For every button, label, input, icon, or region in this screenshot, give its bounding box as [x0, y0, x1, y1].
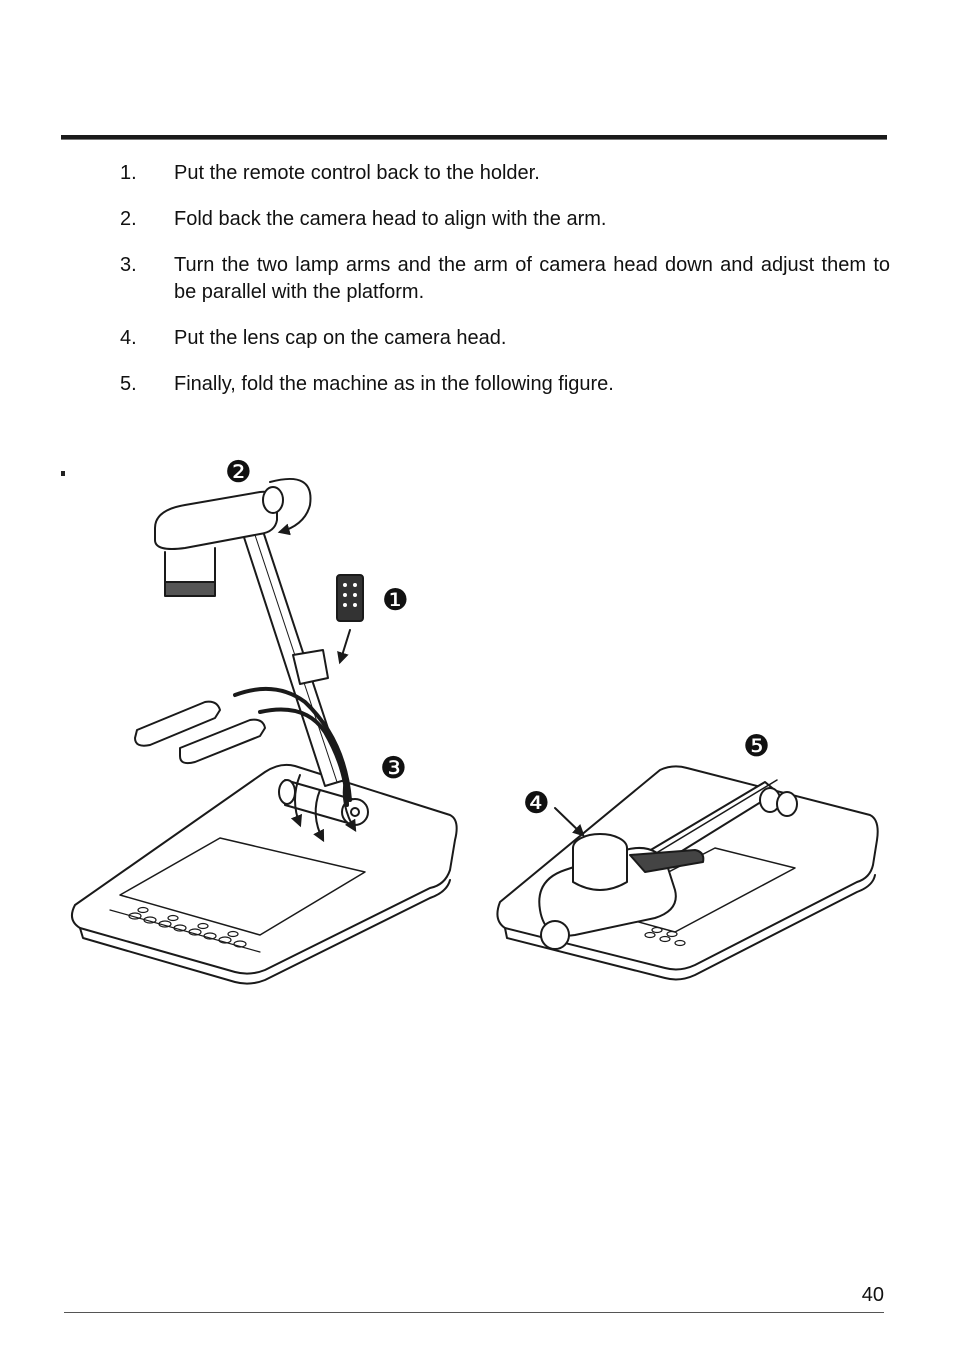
callout-3: ❸ — [380, 751, 407, 786]
step-number: 5. — [120, 373, 137, 395]
instruction-list — [120, 160, 890, 417]
step-text: Turn the two lamp arms and the arm of camera head down and adjust them to be parallel with the platform. — [174, 254, 890, 303]
list-item — [120, 371, 890, 398]
list-item — [120, 206, 890, 233]
step-text: Fold back the camera head to align with the arm. — [174, 208, 607, 230]
callout-5: ❺ — [743, 729, 770, 764]
page-number: 40 — [861, 1284, 884, 1306]
step-text: Finally, fold the machine as in the following figure. — [174, 373, 614, 395]
footer-rule — [64, 1312, 884, 1313]
lens-cap-arrow — [555, 808, 583, 835]
step-number: 1. — [120, 162, 137, 184]
header-rule — [61, 135, 887, 140]
list-item — [120, 252, 890, 306]
callout-1: ❶ — [382, 583, 409, 618]
step-number: 4. — [120, 327, 137, 349]
list-item — [120, 325, 890, 352]
main-arm — [240, 522, 345, 786]
folded-camera-illustration — [497, 766, 877, 979]
callout-2: ❷ — [225, 455, 252, 490]
remote-arrow — [340, 630, 350, 662]
document-camera-figure — [55, 440, 905, 1000]
step-number: 3. — [120, 254, 137, 276]
remote-control — [337, 575, 363, 621]
step-number: 2. — [120, 208, 137, 230]
list-item — [120, 160, 890, 187]
unfolded-camera-illustration — [72, 479, 457, 984]
callout-4: ❹ — [523, 786, 550, 821]
remote-holder — [293, 650, 328, 684]
step-text: Put the remote control back to the holder. — [174, 162, 540, 184]
step-text: Put the lens cap on the camera head. — [174, 327, 507, 349]
